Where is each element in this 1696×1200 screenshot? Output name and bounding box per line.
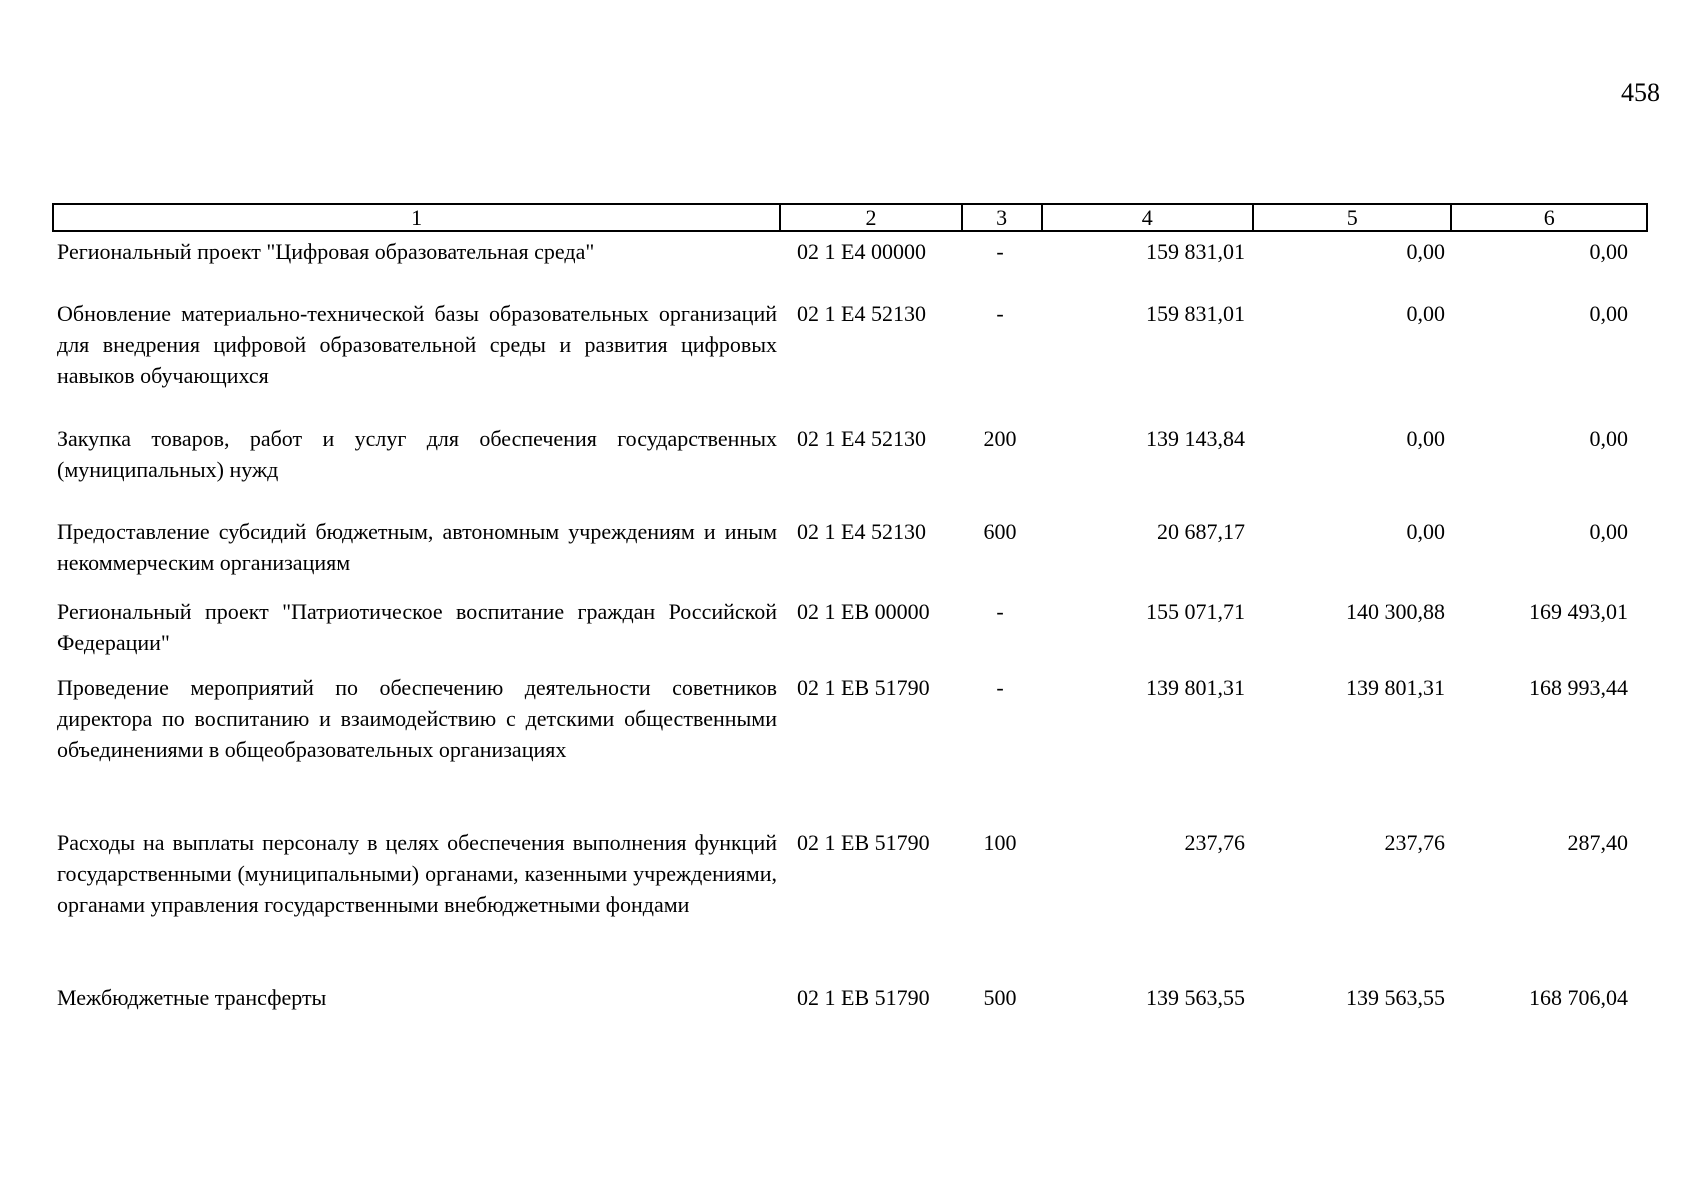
row-code: 02 1 EB 51790 (797, 985, 930, 1010)
row-value-col5: 0,00 (1406, 239, 1445, 264)
header-col-4: 4 (1041, 205, 1252, 230)
header-col-1: 1 (411, 204, 423, 230)
row-value-col6: 0,00 (1589, 239, 1628, 264)
row-code: 02 1 E4 52130 (797, 301, 926, 326)
row-value-col6: 0,00 (1589, 519, 1628, 544)
row-value-col6: 0,00 (1589, 301, 1628, 326)
row-value-col6: 168 993,44 (1529, 675, 1628, 700)
row-description: Региональный проект "Цифровая образовательная среда" (57, 239, 595, 264)
row-expense-type: 500 (983, 985, 1017, 1010)
row-value-col5: 139 563,55 (1346, 985, 1445, 1010)
row-description: Обновление материально-технической базы образовательных организаций для внедрения цифровой образовательной среды и развития цифровых навыков обучающихся (57, 301, 777, 388)
row-description: Предоставление субсидий бюджетным, автономным учреждениям и иным некоммерческим организациям (57, 519, 777, 575)
row-value-col4: 237,76 (1184, 830, 1245, 855)
row-code: 02 1 E4 52130 (797, 519, 926, 544)
page-number: 458 (1621, 78, 1660, 107)
row-value-col4: 155 071,71 (1146, 599, 1245, 624)
row-description: Региональный проект "Патриотическое воспитание граждан Российской Федерации" (57, 599, 777, 655)
row-value-col5: 0,00 (1406, 519, 1445, 544)
row-value-col6: 287,40 (1567, 830, 1628, 855)
row-expense-type: - (996, 675, 1004, 700)
row-value-col4: 159 831,01 (1146, 239, 1245, 264)
row-value-col5: 139 801,31 (1346, 675, 1445, 700)
row-expense-type: - (996, 599, 1004, 624)
row-value-col4: 139 801,31 (1146, 675, 1245, 700)
row-description: Расходы на выплаты персоналу в целях обеспечения выполнения функций государственными (муниципальными) органами, казенными учреждениями, органами управления государственными внебюджетными фондами (57, 830, 777, 917)
header-col-3: 3 (961, 205, 1041, 230)
row-value-col5: 0,00 (1406, 426, 1445, 451)
header-col-5: 5 (1252, 205, 1451, 230)
row-value-col4: 139 563,55 (1146, 985, 1245, 1010)
row-expense-type: 600 (983, 519, 1017, 544)
row-value-col4: 20 687,17 (1157, 519, 1245, 544)
row-expense-type: - (996, 301, 1004, 326)
row-code: 02 1 EB 51790 (797, 830, 930, 855)
row-expense-type: 200 (983, 426, 1017, 451)
row-code: 02 1 EB 51790 (797, 675, 930, 700)
row-expense-type: 100 (983, 830, 1017, 855)
row-value-col4: 139 143,84 (1146, 426, 1245, 451)
row-description: Межбюджетные трансферты (57, 985, 327, 1010)
row-expense-type: - (996, 239, 1004, 264)
row-value-col4: 159 831,01 (1146, 301, 1245, 326)
row-value-col6: 169 493,01 (1529, 599, 1628, 624)
header-col-2: 2 (779, 205, 961, 230)
header-col-6: 6 (1450, 205, 1646, 230)
row-value-col5: 140 300,88 (1346, 599, 1445, 624)
row-value-col5: 0,00 (1406, 301, 1445, 326)
row-code: 02 1 E4 52130 (797, 426, 926, 451)
row-code: 02 1 EB 00000 (797, 599, 930, 624)
row-code: 02 1 E4 00000 (797, 239, 926, 264)
row-value-col5: 237,76 (1384, 830, 1445, 855)
row-value-col6: 0,00 (1589, 426, 1628, 451)
row-description: Закупка товаров, работ и услуг для обеспечения государственных (муниципальных) нужд (57, 426, 777, 482)
row-value-col6: 168 706,04 (1529, 985, 1628, 1010)
row-description: Проведение мероприятий по обеспечению деятельности советников директора по воспитанию и взаимодействию с детскими общественными объединениями в общеобразовательных организациях (57, 675, 777, 762)
